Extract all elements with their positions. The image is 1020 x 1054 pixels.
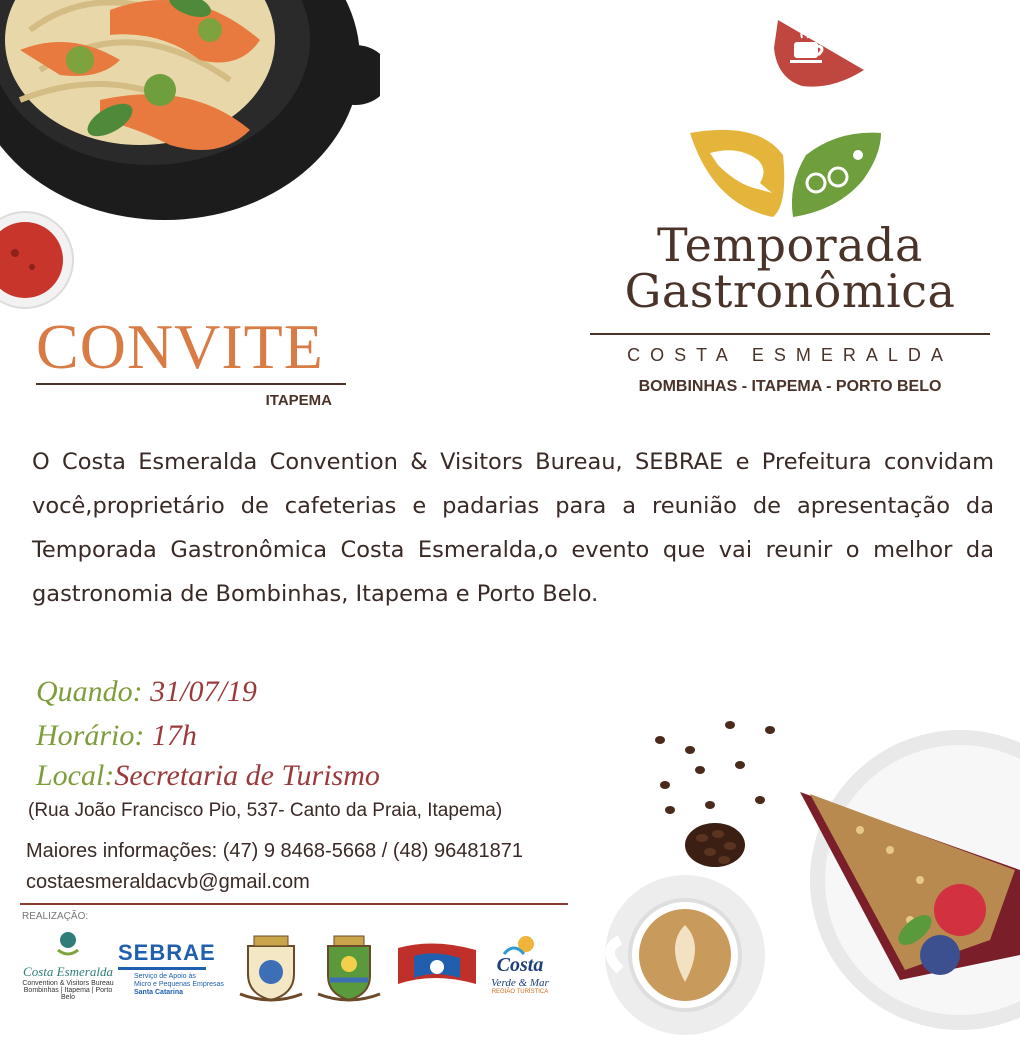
brand-cities: BOMBINHAS - ITAPEMA - PORTO BELO (638, 378, 942, 395)
convite-heading: CONVITE (36, 311, 324, 382)
brand-title-line2: Gastronômica (624, 264, 956, 318)
coffee-beans-image (640, 710, 780, 890)
cvm-line2: Verde & Mar (491, 977, 549, 989)
brand-subtitle: COSTA ESMERALDA (627, 345, 953, 365)
itapema-coat-of-arms-icon (316, 934, 382, 1008)
brand-title-line1: Temporada (657, 218, 923, 272)
contact-email[interactable]: costaesmeraldacvb@gmail.com (26, 871, 310, 893)
detail-time-value: 17h (151, 719, 197, 752)
sebrae-name: SEBRAE (118, 940, 216, 965)
detail-place (36, 758, 380, 794)
costa-esmeralda-cvb-logo (22, 928, 114, 1001)
ce-name: Costa Esmeralda (23, 964, 113, 979)
detail-when-value: 31/07/19 (150, 675, 257, 708)
detail-place-label: Local: (36, 759, 115, 792)
footer-divider (20, 903, 568, 905)
detail-time (36, 718, 197, 754)
coffee-cup-tag-icon (772, 18, 867, 90)
address: (Rua João Francisco Pio, 537- Canto da Praia, Itapema) (28, 800, 503, 821)
sebrae-line3: Santa Catarina (134, 989, 184, 996)
bombinhas-coat-of-arms-icon (238, 934, 304, 1008)
sebrae-line2: Micro e Pequenas Empresas (134, 981, 224, 988)
ce-line2: Bombinhas | Itapema | Porto Belo (23, 987, 113, 1001)
detail-when-label: Quando: (36, 675, 143, 708)
convite-city: ITAPEMA (265, 392, 332, 409)
invitation-body: O Costa Esmeralda Convention & Visitors Bureau, SEBRAE e Prefeitura convidam você,proprietário de cafeterias e padarias para a reunião de apresentação da Temporada Gastronômica Costa Esmeralda,o evento que vai reunir o melhor da gastronomia de Bombinhas, Itapema e Porto Belo. (32, 449, 994, 607)
ce-line1: Convention & Visitors Bureau (22, 980, 114, 987)
cappuccino-cup-image (600, 870, 810, 1040)
realizacao-label: REALIZAÇÃO: (22, 911, 89, 922)
cvm-line3: REGIÃO TURÍSTICA (491, 989, 549, 995)
costa-verde-mar-logo (484, 932, 556, 995)
brand-title (585, 218, 995, 318)
convite-divider (36, 383, 346, 385)
detail-when (36, 674, 257, 710)
more-info-phones: (47) 9 8468-5668 / (48) 96481871 (222, 840, 523, 862)
more-info-label: Maiores informações: (26, 840, 218, 862)
tomato-sauce-bowl-image (0, 205, 80, 315)
cheesecake-plate-image (790, 730, 1020, 1050)
cvm-line1: Costa (496, 954, 544, 976)
fish-and-shrimp-leaves-icon (688, 125, 883, 220)
shrimp-pasta-pan-image (0, 0, 380, 240)
more-info (26, 840, 523, 863)
sebrae-line1: Serviço de Apoio às (134, 973, 196, 980)
detail-time-label: Horário: (36, 719, 145, 752)
detail-place-value: Secretaria de Turismo (114, 759, 380, 792)
sebrae-logo (118, 940, 230, 997)
porto-belo-flag-icon (394, 938, 480, 1002)
brand-divider (590, 333, 990, 335)
